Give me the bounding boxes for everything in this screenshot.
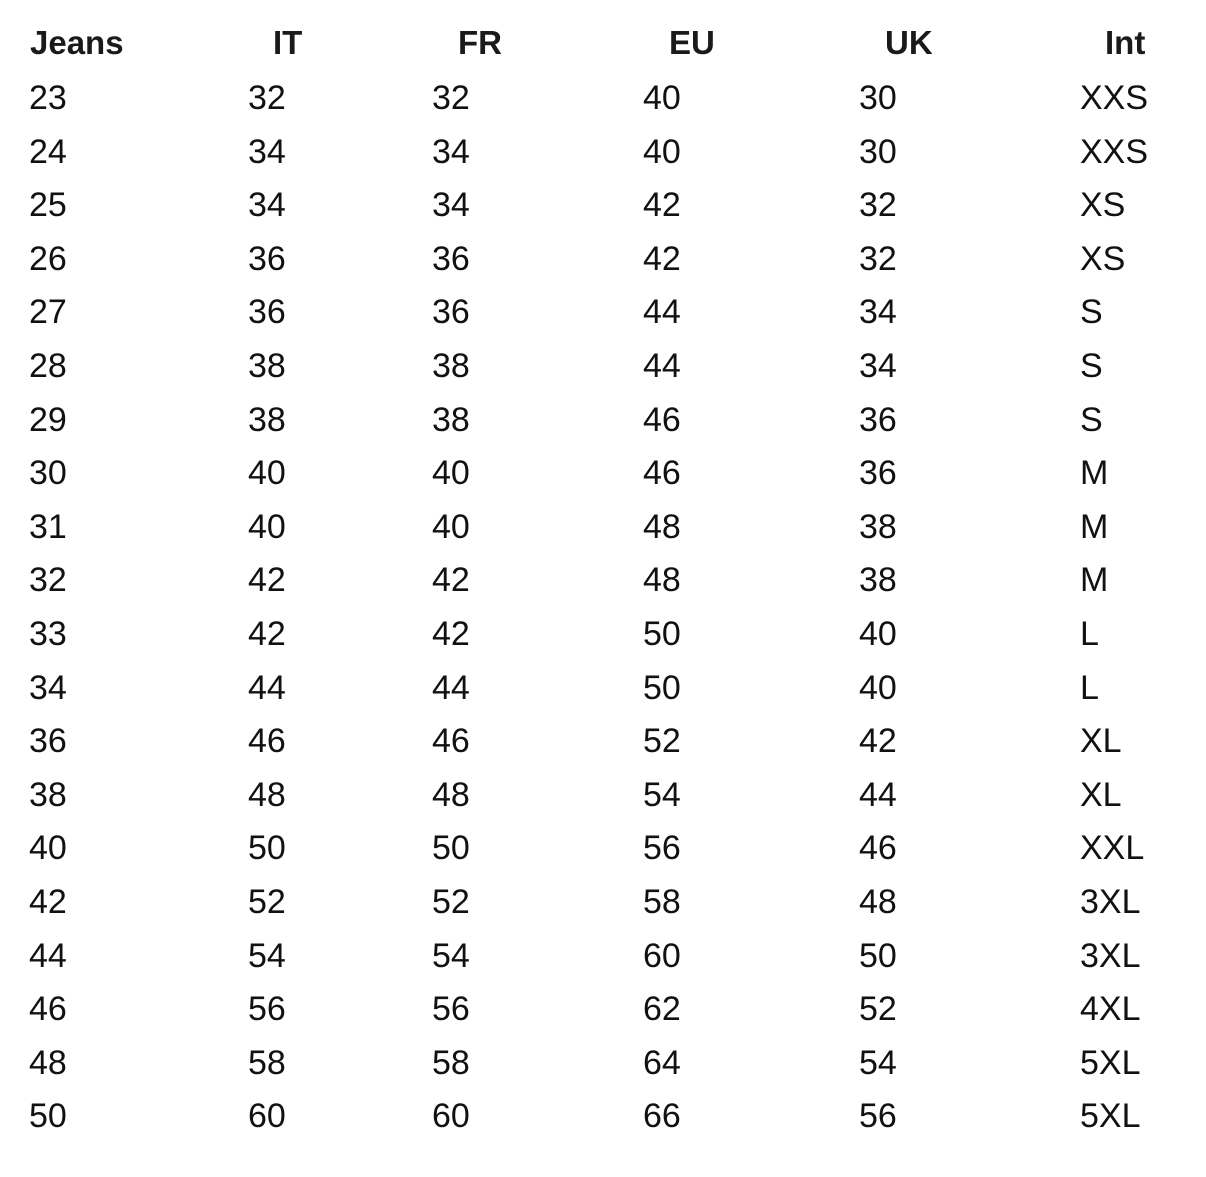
cell-uk: 36	[859, 454, 897, 492]
table-row	[0, 234, 1206, 284]
header-it: IT	[273, 24, 303, 61]
cell-eu: 52	[643, 722, 681, 760]
cell-fr: 50	[432, 829, 470, 867]
cell-int: M	[1080, 454, 1109, 492]
cell-int: XXL	[1080, 829, 1145, 867]
cell-it: 56	[248, 990, 286, 1028]
cell-fr: 56	[432, 990, 470, 1028]
cell-uk: 34	[859, 347, 897, 385]
table-row	[0, 663, 1206, 713]
cell-fr: 60	[432, 1097, 470, 1135]
cell-jeans: 34	[29, 669, 67, 707]
cell-uk: 30	[859, 133, 897, 171]
cell-uk: 52	[859, 990, 897, 1028]
header-eu: EU	[669, 24, 715, 61]
cell-int: M	[1080, 561, 1109, 599]
cell-it: 32	[248, 79, 286, 117]
cell-jeans: 27	[29, 293, 67, 331]
cell-fr: 58	[432, 1044, 470, 1082]
header-jeans: Jeans	[30, 24, 124, 61]
cell-eu: 50	[643, 669, 681, 707]
table-row	[0, 823, 1206, 873]
cell-it: 54	[248, 937, 286, 975]
cell-eu: 54	[643, 776, 681, 814]
cell-jeans: 26	[29, 240, 67, 278]
cell-it: 36	[248, 293, 286, 331]
table-row	[0, 984, 1206, 1034]
cell-jeans: 50	[29, 1097, 67, 1135]
cell-it: 42	[248, 561, 286, 599]
cell-jeans: 46	[29, 990, 67, 1028]
cell-jeans: 29	[29, 401, 67, 439]
cell-eu: 58	[643, 883, 681, 921]
cell-int: XS	[1080, 186, 1126, 224]
cell-jeans: 48	[29, 1044, 67, 1082]
cell-eu: 62	[643, 990, 681, 1028]
cell-uk: 38	[859, 508, 897, 546]
cell-eu: 48	[643, 508, 681, 546]
cell-uk: 30	[859, 79, 897, 117]
cell-fr: 42	[432, 615, 470, 653]
cell-fr: 52	[432, 883, 470, 921]
cell-it: 58	[248, 1044, 286, 1082]
cell-it: 38	[248, 401, 286, 439]
cell-fr: 42	[432, 561, 470, 599]
cell-jeans: 23	[29, 79, 67, 117]
cell-int: XS	[1080, 240, 1126, 278]
cell-fr: 44	[432, 669, 470, 707]
table-row	[0, 180, 1206, 230]
table-row	[0, 1091, 1206, 1141]
cell-uk: 48	[859, 883, 897, 921]
cell-eu: 56	[643, 829, 681, 867]
cell-fr: 36	[432, 293, 470, 331]
cell-eu: 66	[643, 1097, 681, 1135]
cell-it: 50	[248, 829, 286, 867]
cell-int: L	[1080, 615, 1099, 653]
cell-uk: 42	[859, 722, 897, 760]
cell-jeans: 32	[29, 561, 67, 599]
cell-eu: 46	[643, 454, 681, 492]
table-row	[0, 877, 1206, 927]
cell-fr: 54	[432, 937, 470, 975]
cell-fr: 36	[432, 240, 470, 278]
cell-it: 38	[248, 347, 286, 385]
cell-fr: 34	[432, 133, 470, 171]
table-row	[0, 770, 1206, 820]
cell-uk: 54	[859, 1044, 897, 1082]
table-row	[0, 1038, 1206, 1088]
cell-int: XL	[1080, 722, 1122, 760]
cell-fr: 48	[432, 776, 470, 814]
cell-it: 34	[248, 133, 286, 171]
table-row	[0, 341, 1206, 391]
cell-int: 5XL	[1080, 1044, 1141, 1082]
cell-fr: 38	[432, 347, 470, 385]
cell-eu: 50	[643, 615, 681, 653]
cell-int: S	[1080, 401, 1103, 439]
table-row	[0, 502, 1206, 552]
header-uk: UK	[885, 24, 933, 61]
cell-fr: 38	[432, 401, 470, 439]
cell-jeans: 33	[29, 615, 67, 653]
cell-uk: 32	[859, 240, 897, 278]
table-row	[0, 395, 1206, 445]
cell-fr: 32	[432, 79, 470, 117]
cell-eu: 48	[643, 561, 681, 599]
cell-int: 3XL	[1080, 883, 1141, 921]
cell-jeans: 42	[29, 883, 67, 921]
cell-fr: 46	[432, 722, 470, 760]
cell-jeans: 44	[29, 937, 67, 975]
cell-jeans: 38	[29, 776, 67, 814]
cell-eu: 64	[643, 1044, 681, 1082]
cell-it: 52	[248, 883, 286, 921]
cell-jeans: 24	[29, 133, 67, 171]
cell-uk: 40	[859, 669, 897, 707]
header-fr: FR	[458, 24, 502, 61]
cell-eu: 44	[643, 347, 681, 385]
cell-eu: 42	[643, 186, 681, 224]
cell-it: 48	[248, 776, 286, 814]
cell-uk: 32	[859, 186, 897, 224]
cell-uk: 50	[859, 937, 897, 975]
cell-uk: 40	[859, 615, 897, 653]
cell-jeans: 25	[29, 186, 67, 224]
cell-eu: 46	[643, 401, 681, 439]
cell-jeans: 36	[29, 722, 67, 760]
cell-int: M	[1080, 508, 1109, 546]
cell-int: 5XL	[1080, 1097, 1141, 1135]
cell-int: S	[1080, 347, 1103, 385]
cell-eu: 60	[643, 937, 681, 975]
cell-uk: 38	[859, 561, 897, 599]
table-row	[0, 127, 1206, 177]
cell-int: 3XL	[1080, 937, 1141, 975]
cell-it: 34	[248, 186, 286, 224]
cell-uk: 44	[859, 776, 897, 814]
cell-int: XXS	[1080, 79, 1149, 117]
table-row	[0, 73, 1206, 123]
cell-int: L	[1080, 669, 1099, 707]
cell-jeans: 28	[29, 347, 67, 385]
cell-int: S	[1080, 293, 1103, 331]
cell-jeans: 40	[29, 829, 67, 867]
cell-it: 40	[248, 508, 286, 546]
table-row	[0, 287, 1206, 337]
cell-fr: 34	[432, 186, 470, 224]
cell-fr: 40	[432, 508, 470, 546]
cell-it: 36	[248, 240, 286, 278]
cell-it: 40	[248, 454, 286, 492]
table-row	[0, 448, 1206, 498]
cell-int: XL	[1080, 776, 1122, 814]
cell-eu: 44	[643, 293, 681, 331]
cell-int: XXS	[1080, 133, 1149, 171]
cell-uk: 46	[859, 829, 897, 867]
cell-it: 42	[248, 615, 286, 653]
table-row	[0, 609, 1206, 659]
table-row	[0, 716, 1206, 766]
cell-eu: 40	[643, 133, 681, 171]
cell-jeans: 30	[29, 454, 67, 492]
cell-uk: 34	[859, 293, 897, 331]
header-int: Int	[1105, 24, 1146, 61]
cell-it: 44	[248, 669, 286, 707]
cell-fr: 40	[432, 454, 470, 492]
cell-eu: 40	[643, 79, 681, 117]
table-row	[0, 555, 1206, 605]
table-header-row	[0, 18, 1206, 68]
cell-uk: 56	[859, 1097, 897, 1135]
cell-eu: 42	[643, 240, 681, 278]
cell-jeans: 31	[29, 508, 67, 546]
cell-it: 46	[248, 722, 286, 760]
cell-uk: 36	[859, 401, 897, 439]
cell-it: 60	[248, 1097, 286, 1135]
table-row	[0, 931, 1206, 981]
cell-int: 4XL	[1080, 990, 1141, 1028]
